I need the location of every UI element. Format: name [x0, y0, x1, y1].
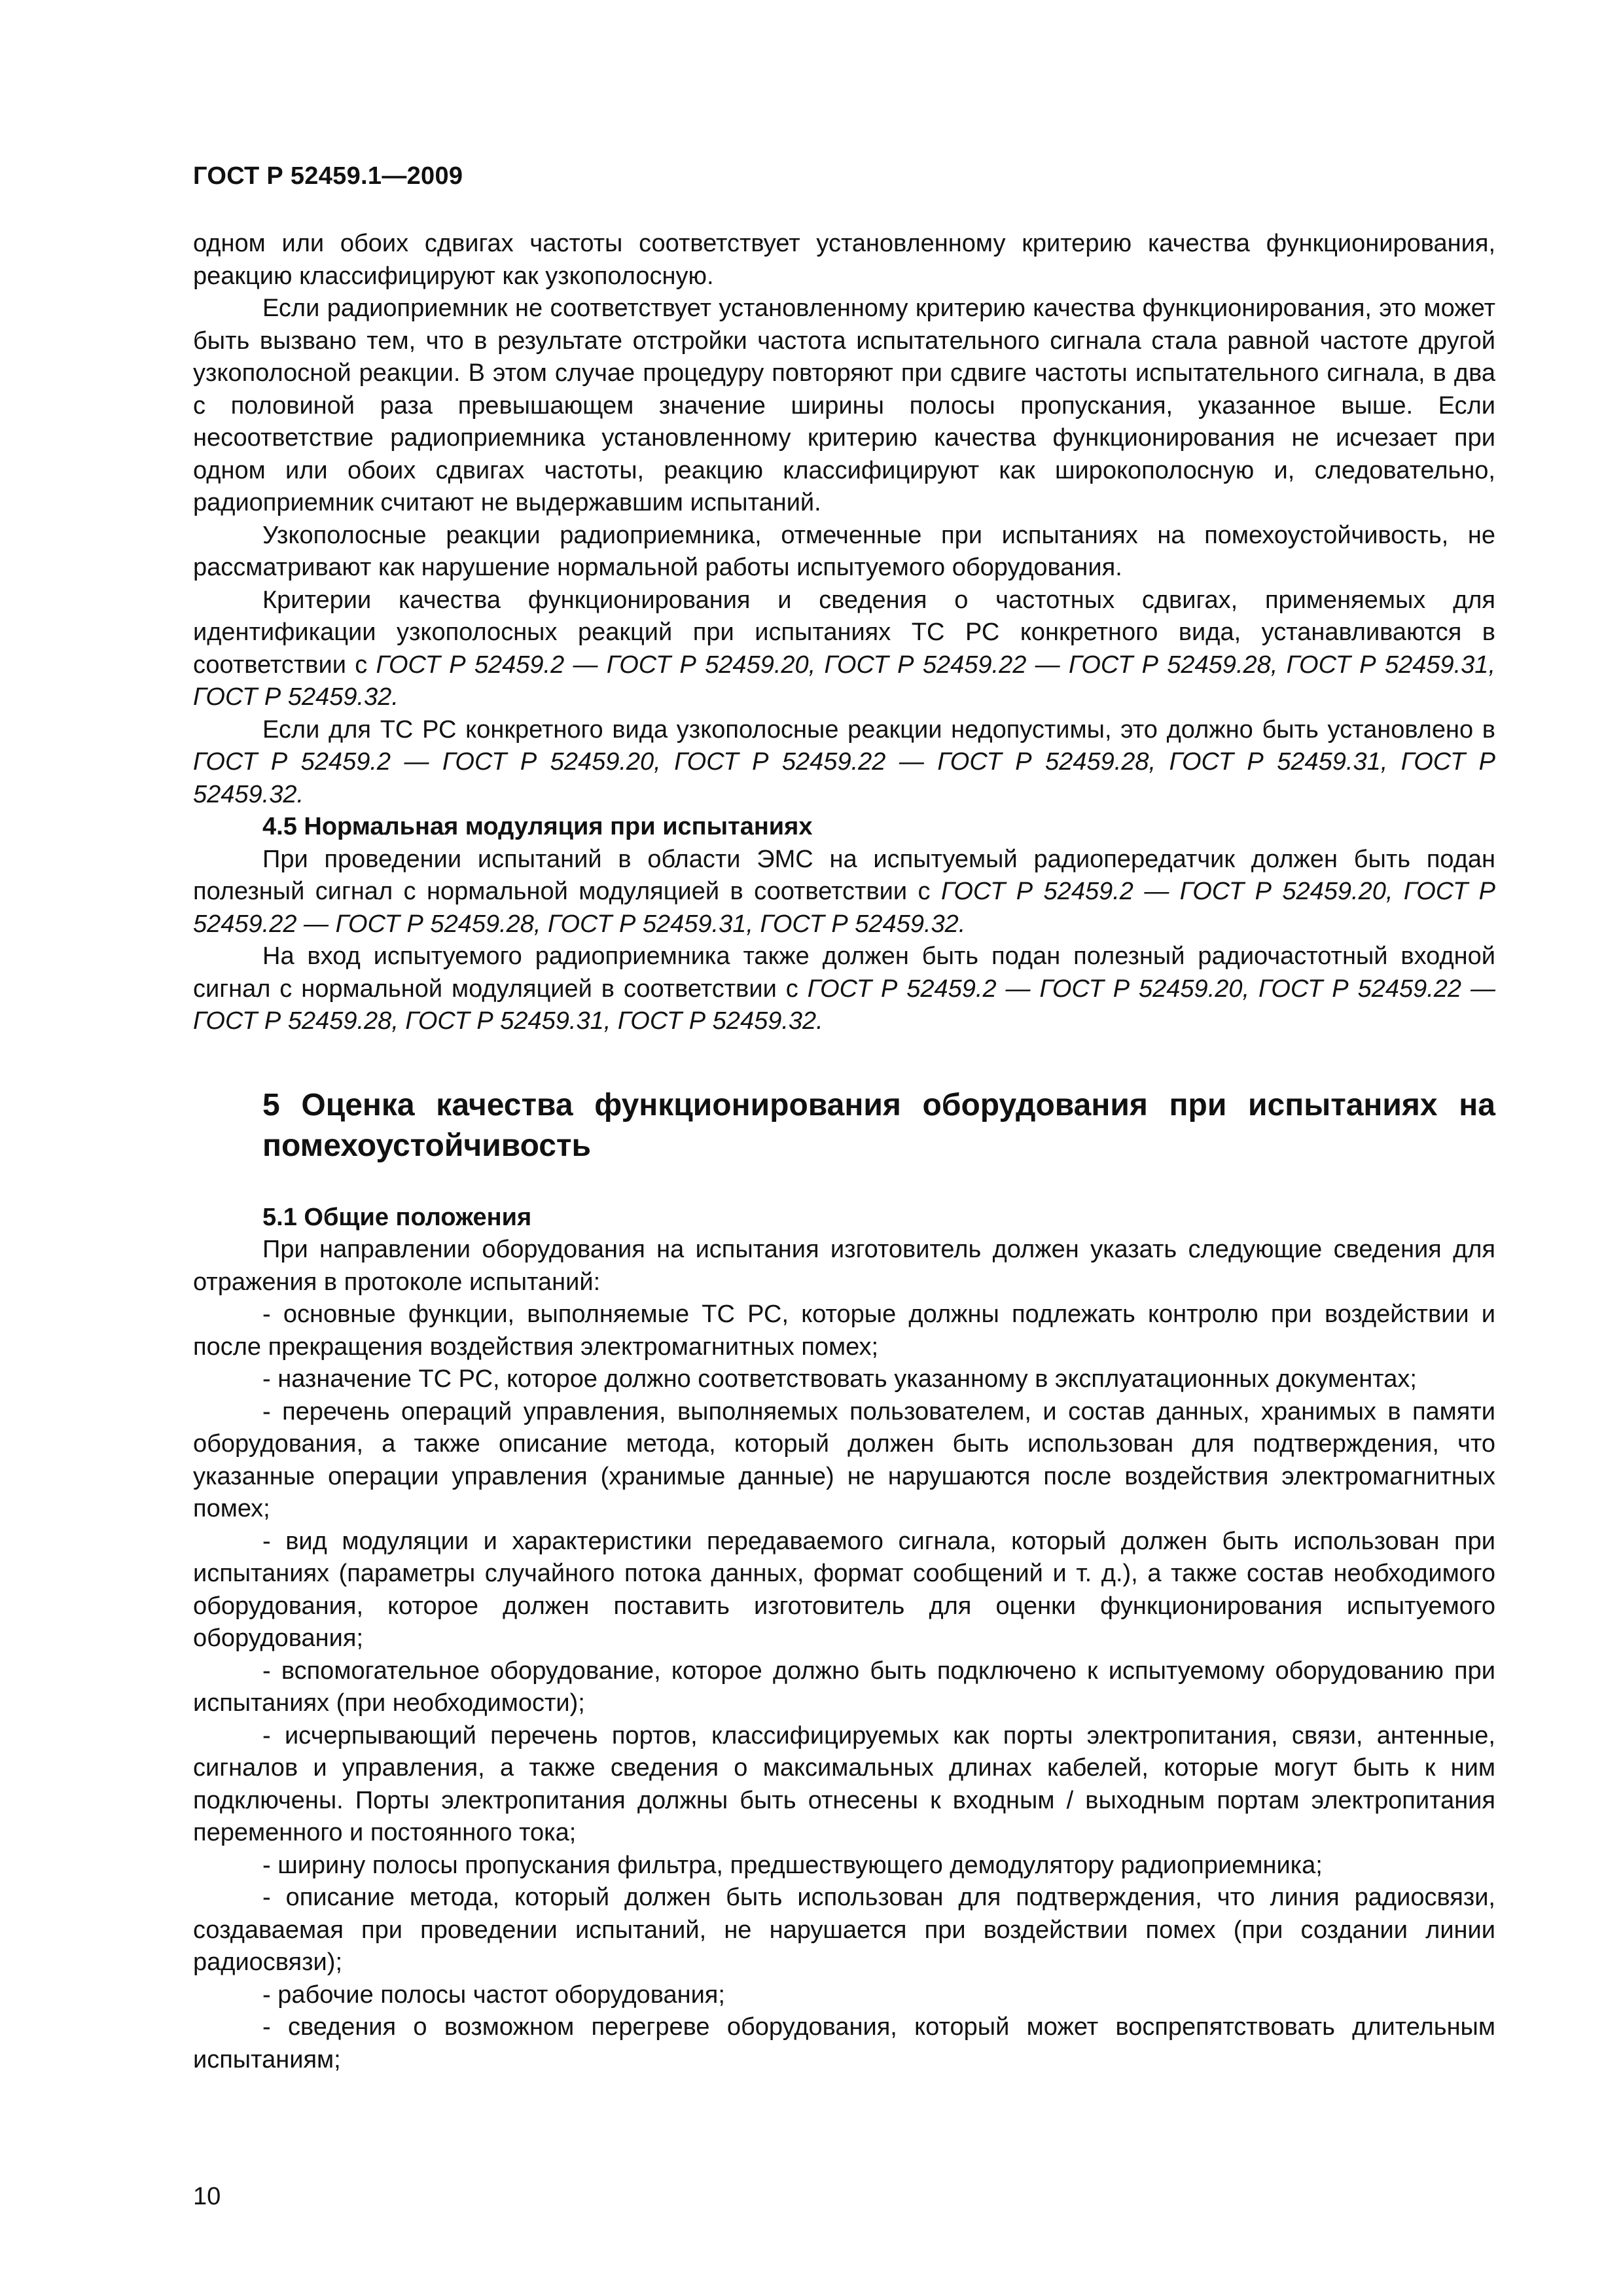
list-item: - перечень операций управления, выполняемых пользователем, и состав данных, хранимых в памяти оборудования, а также описание метода, который должен быть использован для подтверждения, что указанные операции управления (хранимые данные) не нарушаются после воздействия электромагнитных помех; — [193, 1397, 1495, 1522]
requirements-list — [193, 1299, 1495, 2076]
list-item: - ширину полосы пропускания фильтра, предшествующего демодулятору радиоприемника; — [262, 1851, 1323, 1879]
standard-reference: ГОСТ Р 52459.2 — ГОСТ Р 52459.20, ГОСТ Р 52459.22 — ГОСТ Р 52459.28, ГОСТ Р 52459.31, ГОСТ Р 52459.32. — [193, 748, 1495, 808]
standard-reference: ГОСТ Р 52459.2 — ГОСТ Р 52459.20, ГОСТ Р 52459.22 — ГОСТ Р 52459.28, ГОСТ Р 52459.31, ГОСТ Р 52459.32. — [193, 975, 1495, 1035]
list-item: - основные функции, выполняемые ТС РС, которые должны подлежать контролю при воздействии и после прекращения воздействия электромагнитных помех; — [193, 1300, 1495, 1361]
paragraph: одном или обоих сдвигах частоты соответствует установленному критерию качества функционирования, реакцию классифицируют как узкополосную. — [193, 230, 1495, 290]
paragraph — [193, 941, 1495, 1038]
paragraph-text: Если для ТС РС конкретного вида узкополосные реакции недопустимы, это должно быть установлено в — [262, 715, 1495, 744]
paragraph-text: При проведении испытаний в области ЭМС на испытуемый радиопередатчик должен быть подан полезный сигнал с нормальной модуляцией в соответствии с — [193, 845, 1495, 905]
list-item: - рабочие полосы частот оборудования; — [262, 1981, 725, 2009]
paragraph — [193, 844, 1495, 941]
paragraph: При направлении оборудования на испытания изготовитель должен указать следующие сведения для отражения в протоколе испытаний: — [193, 1236, 1495, 1296]
page-number: 10 — [193, 2183, 221, 2210]
subsection-title-4-5: 4.5 Нормальная модуляция при испытаниях — [262, 813, 813, 840]
paragraph: Если радиоприемник не соответствует установленному критерию качества функционирования, это может быть вызвано тем, что в результате отстройки частота испытательного сигнала стала равной частоте другой узкополосной реакции. В этом случае процедуру повторяют при сдвиге частоты испытательного сигнала, в два с половиной раза превышающем значение ширины полосы пропускания, указанное выше. Если несоответствие радиоприемника установленному критерию качества функционирования не исчезает при одном или обоих сдвигах частоты, реакцию классифицируют как широкополосную и, следовательно, радиоприемник считают не выдержавшим испытаний. — [193, 295, 1495, 516]
paragraph-text: Критерии качества функционирования и сведения о частотных сдвигах, применяемых для идентификации узкополосных реакций при испытаниях ТС РС конкретного вида, устанавливаются в соответствии с — [193, 586, 1495, 679]
section-title-5: 5 Оценка качества функционирования оборудования при испытаниях на помехоустойчивость — [262, 1087, 1495, 1163]
list-item: - назначение ТС РС, которое должно соответствовать указанному в эксплуатационных документах; — [262, 1365, 1417, 1393]
standard-reference: ГОСТ Р 52459.2 — ГОСТ Р 52459.20, ГОСТ Р 52459.22 — ГОСТ Р 52459.28, ГОСТ Р 52459.31, ГОСТ Р 52459.32. — [193, 651, 1495, 711]
list-item: - сведения о возможном перегреве оборудования, который может воспрепятствовать длительным испытаниям; — [193, 2013, 1495, 2073]
paragraph — [193, 714, 1495, 812]
document-header: ГОСТ Р 52459.1—2009 — [193, 162, 463, 190]
subsection-title-5-1: 5.1 Общие положения — [262, 1203, 532, 1231]
paragraph — [193, 584, 1495, 714]
list-item: - вид модуляции и характеристики передаваемого сигнала, который должен быть использован при испытаниях (параметры случайного потока данных, формат сообщений и т. д.), а также состав необходимого оборудования, которое должен поставить изготовитель для оценки функционирования испытуемого оборудования; — [193, 1527, 1495, 1652]
list-item: - вспомогательное оборудование, которое должно быть подключено к испытуемому оборудованию при испытаниях (при необходимости); — [193, 1657, 1495, 1717]
document-body — [193, 228, 1495, 2076]
list-item: - описание метода, который должен быть использован для подтверждения, что линия радиосвязи, создаваемая при проведении испытаний, не нарушается при воздействии помех (при создании линии радиосвязи); — [193, 1884, 1495, 1976]
paragraph-text: На вход испытуемого радиоприемника также должен быть подан полезный радиочастотный входной сигнал с нормальной модуляцией в соответствии с — [193, 942, 1495, 1003]
list-item: - исчерпывающий перечень портов, классифицируемых как порты электропитания, связи, антенные, сигналов и управления, а также сведения о максимальных длинах кабелей, которые могут быть к ним подключены. Порты электропитания должны быть отнесены к входным / выходным портам электропитания переменного и постоянного тока; — [193, 1721, 1495, 1846]
paragraph: Узкополосные реакции радиоприемника, отмеченные при испытаниях на помехоустойчивость, не рассматривают как нарушение нормальной работы испытуемого оборудования. — [193, 521, 1495, 581]
standard-reference: ГОСТ Р 52459.2 — ГОСТ Р 52459.20, ГОСТ Р 52459.22 — ГОСТ Р 52459.28, ГОСТ Р 52459.31, ГОСТ Р 52459.32. — [193, 878, 1495, 938]
